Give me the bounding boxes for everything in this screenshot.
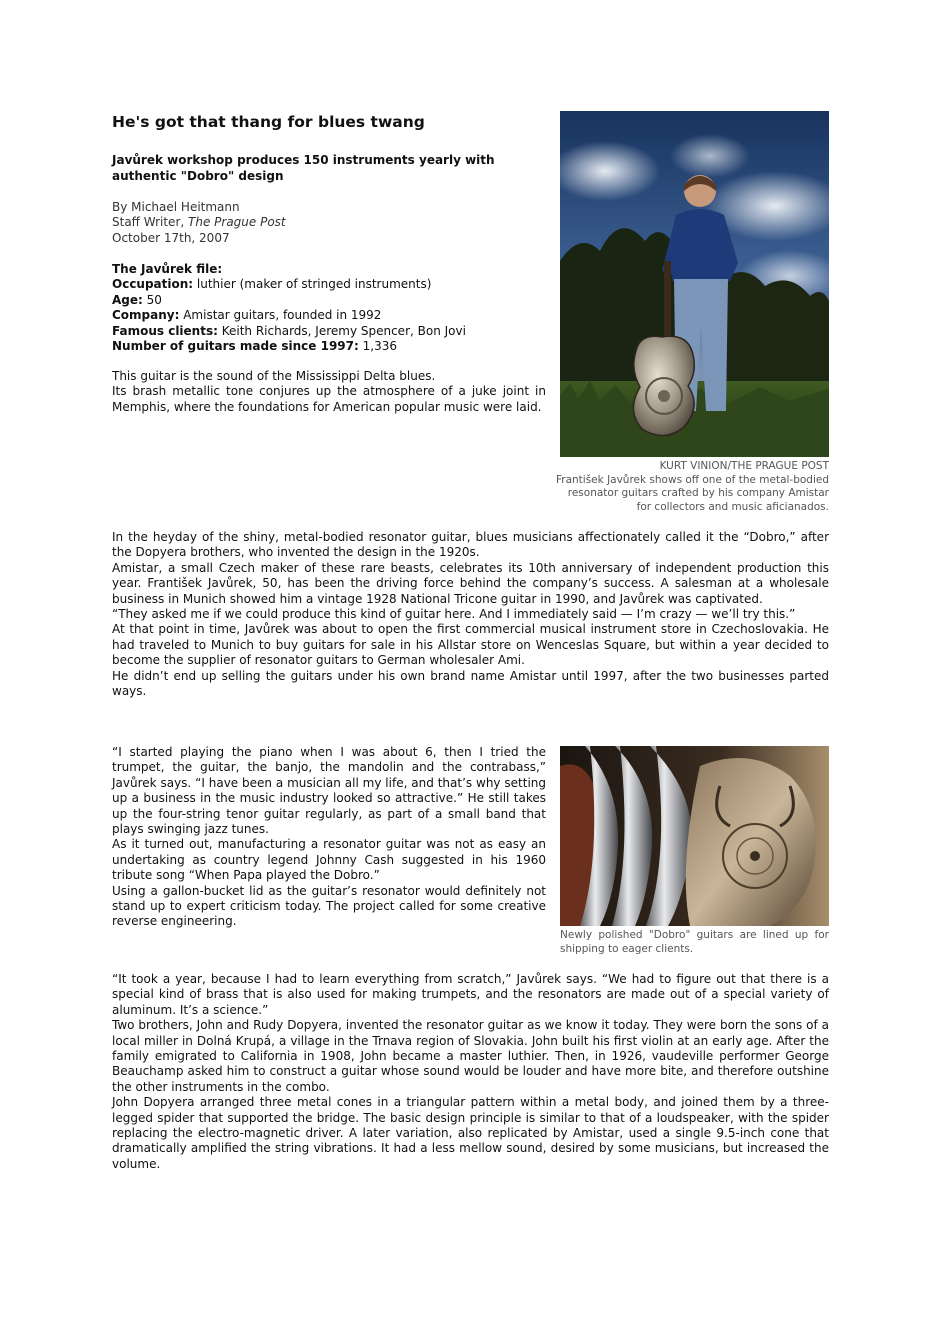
fact-row: Company: Amistar guitars, founded in 1992	[112, 308, 382, 323]
fact-row: Famous clients: Keith Richards, Jeremy Spencer, Bon Jovi	[112, 323, 466, 338]
article-subheadline: Javůrek workshop produces 150 instruments yearly with authentic "Dobro" design	[112, 153, 495, 183]
paragraph: Its brash metallic tone conjures up the atmosphere of a juke joint in Memphis, where the foundations for American popular music were laid.	[112, 384, 546, 414]
paragraph: He didn’t end up selling the guitars under his own brand name Amistar until 1997, after the two businesses parted ways.	[112, 668, 829, 699]
byline-role	[112, 215, 532, 230]
photo-caption-2: Newly polished "Dobro" guitars are lined up for shipping to eager clients.	[560, 929, 829, 955]
article-body-section-2	[112, 745, 546, 930]
byline	[112, 200, 532, 246]
paragraph: “I started playing the piano when I was about 6, then I tried the trumpet, the guitar, the banjo, the mandolin and the contrabass,” Javůrek says. “I have been a musician all my life, and that’s why setting up a business in the music industry looked so attractive.” He still takes up the four-string tenor guitar regularly, as part of a small band that plays swinging jazz tunes.	[112, 745, 546, 837]
paragraph: “It took a year, because I had to learn everything from scratch,” Javůrek says. “We had to figure out that there is a special kind of brass that is also used for making trumpets, and the resonators are made out of a special variety of aluminum. It’s a science.”	[112, 972, 829, 1017]
paragraph: Amistar, a small Czech maker of these rare beasts, celebrates its 10th anniversary of independent production this year. František Javůrek, 50, has been the driving force behind the company’s success. A salesman at a wholesale business in Munich showed him a vintage 1928 National Tricone guitar in 1990, and Javůrek was captivated.	[112, 560, 829, 606]
paragraph: This guitar is the sound of the Mississippi Delta blues.	[112, 369, 436, 383]
fact-row: Occupation: luthier (maker of stringed instruments)	[112, 277, 432, 292]
byline-publication: The Prague Post	[188, 215, 286, 230]
paragraph: “They asked me if we could produce this kind of guitar here. And I immediately said — I’m crazy — we’ll try this.”	[112, 607, 796, 622]
paragraph: As it turned out, manufacturing a resonator guitar was not as easy an undertaking as country legend Johnny Cash suggested in his 1960 tribute song “When Papa played the Dobro.”	[112, 837, 546, 883]
article-body-section-1	[112, 530, 829, 699]
fact-file-heading: The Javůrek file:	[112, 262, 223, 276]
portrait-photo	[560, 111, 829, 457]
paragraph: In the heyday of the shiny, metal-bodied resonator guitar, blues musicians affectionately called it the “Dobro,” after the Dopyera brothers, who invented the design in the 1920s.	[112, 530, 829, 560]
byline-date: October 17th, 2007	[112, 230, 230, 245]
caption-text: František Javůrek shows off one of the metal-bodied resonator guitars crafted by his company Amistar for collectors and music aficianados.	[556, 473, 830, 513]
fact-row: Age: 50	[112, 292, 162, 307]
article-body-section-3	[112, 972, 829, 1172]
paragraph: John Dopyera arranged three metal cones in a triangular pattern within a metal body, and joined them by a three-legged spider that supported the bridge. The basic design principle is similar to that of a loudspeaker, with the spider replacing the electro-magnetic driver. A later variation, also replicated by Amistar, used a single 9.5-inch cone that dramatically amplified the string vibrations. It had a less mellow sound, desired by some musicians, but increased the volume.	[112, 1095, 829, 1171]
byline-author: By Michael Heitmann	[112, 200, 240, 214]
paragraph: Using a gallon-bucket lid as the guitar’s resonator would definitely not stand up to expert criticism today. The project called for some creative reverse engineering.	[112, 883, 546, 929]
fact-file	[112, 262, 542, 354]
guitars-photo	[560, 746, 829, 926]
intro-text	[112, 369, 546, 415]
paragraph: At that point in time, Javůrek was about to open the first commercial musical instrument store in Czechoslovakia. He had traveled to Munich to buy guitars for sale in his Allstar store on Wenceslas Square, but within a year decided to become the supplier of resonator guitars to German wholesaler Ami.	[112, 622, 829, 668]
article-headline: He's got that thang for blues twang	[112, 113, 425, 131]
fact-row: Number of guitars made since 1997: 1,336	[112, 339, 397, 354]
photo-credit: KURT VINION/THE PRAGUE POST	[659, 460, 829, 472]
byline-role-prefix: Staff Writer,	[112, 215, 189, 230]
photo-caption	[556, 460, 829, 514]
paragraph: Two brothers, John and Rudy Dopyera, invented the resonator guitar as we know it today. They were born the sons of a local miller in Dolná Krupá, a village in the Trnava region of Slovakia. John built his first violin at an early age. After the family emigrated to California in 1908, John became a master luthier. Then, in 1926, vaudeville performer George Beauchamp asked him to construct a guitar whose sound would be louder and have more bite, and therefore outshine the other instruments in the combo.	[112, 1018, 829, 1094]
